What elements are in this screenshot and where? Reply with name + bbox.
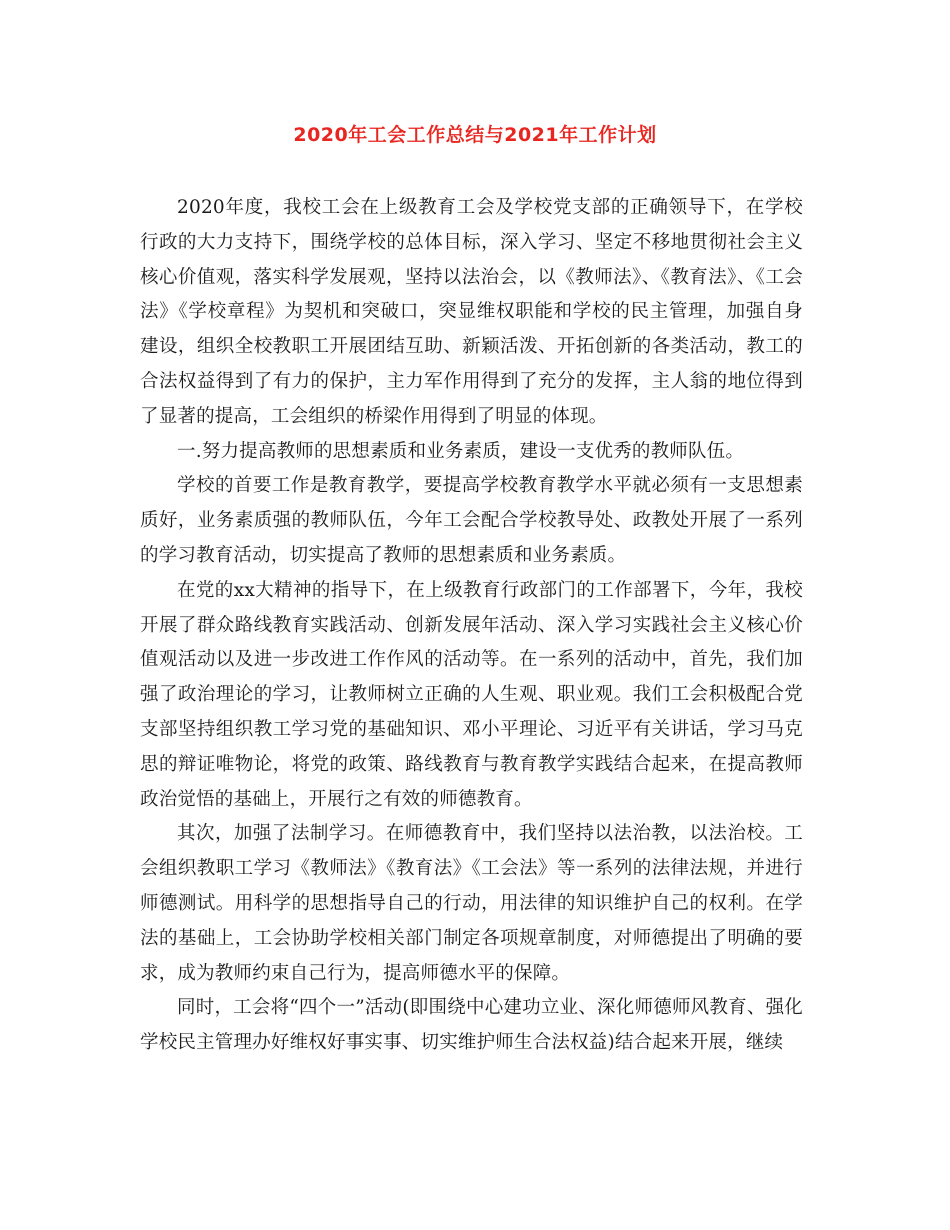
document-title: 2020年工会工作总结与2021年工作计划 (293, 124, 657, 146)
paragraph: 学校的首要工作是教育教学，要提高学校教育教学水平就必须有一支思想素质好，业务素质强的教师队伍，今年工会配合学校教导处、政教处开展了一系列的学习教育活动，切实提高了教师的思想素质和业务素质。 (140, 475, 803, 566)
paragraph: 在党的xx大精神的指导下，在上级教育行政部门的工作部署下，今年，我校开展了群众路线教育实践活动、创新发展年活动、深入学习实践社会主义核心价值观活动以及进一步改进工作作风的活动等。在一系列的活动中，首先，我们加强了政治理论的学习，让教师树立正确的人生观、职业观。我们工会积极配合党支部坚持组织教工学习党的基础知识、邓小平理论、习近平有关讲话，学习马克思的辩证唯物论，将党的政策、路线教育与教育教学实践结合起来，在提高教师政治觉悟的基础上，开展行之有效的师德教育。 (140, 579, 803, 810)
document-body (140, 191, 803, 1061)
paragraph: 其次，加强了法制学习。在师德教育中，我们坚持以法治教，以法治校。工会组织教职工学习《教师法》《教育法》《工会法》等一系列的法律法规，并进行师德测试。用科学的思想指导自己的行动，用法律的知识维护自己的权利。在学法的基础上，工会协助学校相关部门制定各项规章制度，对师德提出了明确的要求，成为教师约束自己行为，提高师德水平的保障。 (140, 823, 803, 984)
paragraph: 同时，工会将“四个一”活动(即围绕中心建功立业、深化师德师风教育、强化学校民主管理办好维权好事实事、切实维护师生合法权益)结合起来开展，继续 (140, 997, 803, 1054)
paragraph-intro: 2020年度，我校工会在上级教育工会及学校党支部的正确领导下，在学校行政的大力支持下，围绕学校的总体目标，深入学习、坚定不移地贯彻社会主义核心价值观，落实科学发展观，坚持以法治会，以《教师法》、《教育法》、《工会法》《学校章程》为契机和突破口，突显维权职能和学校的民主管理，加强自身建设，组织全校教职工开展团结互助、新颖活泼、开拓创新的各类活动，教工的合法权益得到了有力的保护，主力军作用得到了充分的发挥，主人翁的地位得到了显著的提高，工会组织的桥梁作用得到了明显的体现。 (140, 197, 803, 427)
paragraph-section-heading: 一.努力提高教师的思想素质和业务素质，建设一支优秀的教师队伍。 (177, 440, 745, 462)
